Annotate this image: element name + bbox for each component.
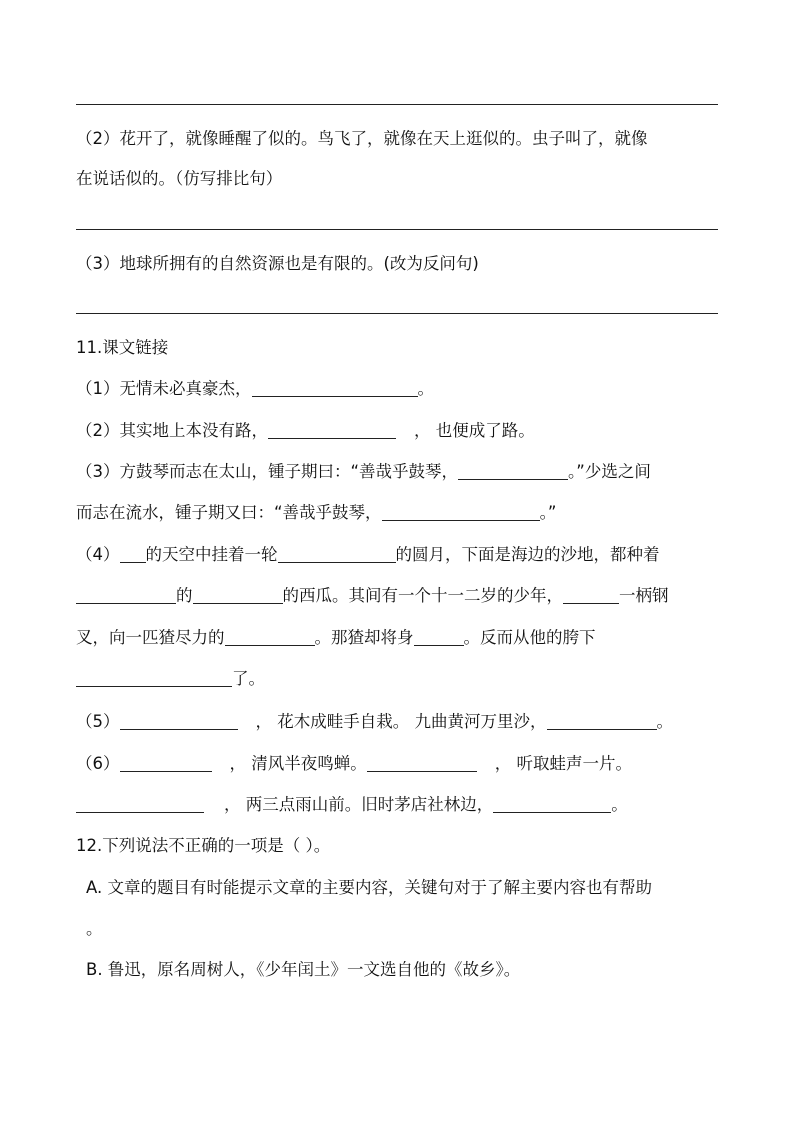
q11-item3-text-a: （3）方鼓琴而志在太山，锺子期曰：“善哉乎鼓琴， xyxy=(76,462,459,481)
fill-blank[interactable] xyxy=(76,585,176,604)
q11-item2-text-a: （2）其实地上本没有路， xyxy=(76,421,268,440)
q12-option-a-line1: A. 文章的题目有时能提示文章的主要内容，关键句对于了解主要内容也有帮助 xyxy=(86,878,652,897)
q11-item5-text-c: 。 xyxy=(656,712,673,731)
q11-item4-text-c: 的圆月，下面是海边的沙地，都种着 xyxy=(395,545,660,564)
fill-blank[interactable] xyxy=(367,753,477,772)
fill-blank[interactable] xyxy=(493,794,611,813)
q11-item4-line3 xyxy=(76,626,596,650)
q11-item4-text-b: 的天空中挂着一轮 xyxy=(145,545,278,564)
fill-blank[interactable] xyxy=(76,794,204,813)
q11-item6-text-a: （6） xyxy=(76,754,120,773)
q11-item1-text-b: 。 xyxy=(417,379,434,398)
fill-blank[interactable] xyxy=(268,420,396,439)
q11-item5 xyxy=(76,710,673,734)
q11-item6-text-b: ， 清风半夜鸣蝉。 xyxy=(229,754,367,773)
q11-item4-text-i: 。反而从他的胯下 xyxy=(463,628,596,647)
q11-item6-text-e: 。 xyxy=(611,795,628,814)
q11-item6-line1 xyxy=(76,752,632,776)
q11-item4-text-e: 的西瓜。其间有一个十一二岁的少年， xyxy=(282,586,563,605)
fill-blank[interactable] xyxy=(563,585,619,604)
q11-item5-text-b: ， 花木成畦手自栽。 九曲黄河万里沙， xyxy=(255,712,547,731)
fill-blank[interactable] xyxy=(120,753,212,772)
fill-blank[interactable] xyxy=(120,544,146,563)
fill-blank[interactable] xyxy=(193,585,283,604)
fill-blank[interactable] xyxy=(547,711,657,730)
fill-blank[interactable] xyxy=(76,668,232,687)
fill-blank[interactable] xyxy=(120,711,238,730)
q11-item2 xyxy=(76,419,535,443)
q11-item3-text-d: 。” xyxy=(539,503,557,522)
q11-item4-text-f: 一柄钢 xyxy=(619,586,669,605)
q10-item2-line1: （2）花开了，就像睡醒了似的。鸟飞了，就像在天上逛似的。虫子叫了，就像 xyxy=(76,129,648,148)
q11-item5-text-a: （5） xyxy=(76,712,120,731)
q11-title: 11.课文链接 xyxy=(76,338,169,357)
q11-item6-line2 xyxy=(76,793,628,817)
q11-item3-line1 xyxy=(76,460,651,484)
q11-item4-text-a: （4） xyxy=(76,545,120,564)
fill-blank[interactable] xyxy=(225,627,315,646)
q11-item4-text-h: 。那猹却将身 xyxy=(314,628,414,647)
answer-line[interactable] xyxy=(76,313,718,314)
q11-item6-text-c: ， 听取蛙声一片。 xyxy=(494,754,632,773)
fill-blank[interactable] xyxy=(458,461,568,480)
q11-item4-text-j: 了。 xyxy=(232,669,265,688)
q11-item3-text-b: 。”少选之间 xyxy=(568,462,651,481)
q10-item3: （3）地球所拥有的自然资源也是有限的。(改为反问句) xyxy=(76,254,479,273)
fill-blank[interactable] xyxy=(252,378,418,397)
q11-item6-text-d: ， 两三点雨山前。旧时茅店社林边， xyxy=(224,795,494,814)
fill-blank[interactable] xyxy=(278,544,396,563)
q10-item2-line2: 在说话似的。（仿写排比句） xyxy=(76,169,283,188)
q11-item4-line4 xyxy=(76,667,265,691)
fill-blank[interactable] xyxy=(382,502,540,521)
answer-line[interactable] xyxy=(76,104,718,105)
q11-item2-text-b: ， 也便成了路。 xyxy=(414,421,535,440)
q12-option-b: B. 鲁迅，原名周树人，《少年闰土》一文选自他的《故乡》。 xyxy=(86,960,521,979)
q11-item4-text-g: 叉，向一匹猹尽力的 xyxy=(76,628,225,647)
q11-item1 xyxy=(76,377,434,401)
answer-line[interactable] xyxy=(76,229,718,230)
q11-item4-line1 xyxy=(76,543,660,567)
q11-item3-text-c: 而志在流水，锺子期又曰：“善哉乎鼓琴， xyxy=(76,503,382,522)
q11-item4-text-d: 的 xyxy=(176,586,193,605)
q11-item3-line2 xyxy=(76,501,556,525)
q12-stem: 12.下列说法不正确的一项是（ ）。 xyxy=(76,836,331,855)
q11-item1-text-a: （1）无情未必真豪杰， xyxy=(76,379,252,398)
q11-item4-line2 xyxy=(76,584,669,608)
fill-blank[interactable] xyxy=(414,627,464,646)
q12-option-a-line2: 。 xyxy=(86,919,103,938)
